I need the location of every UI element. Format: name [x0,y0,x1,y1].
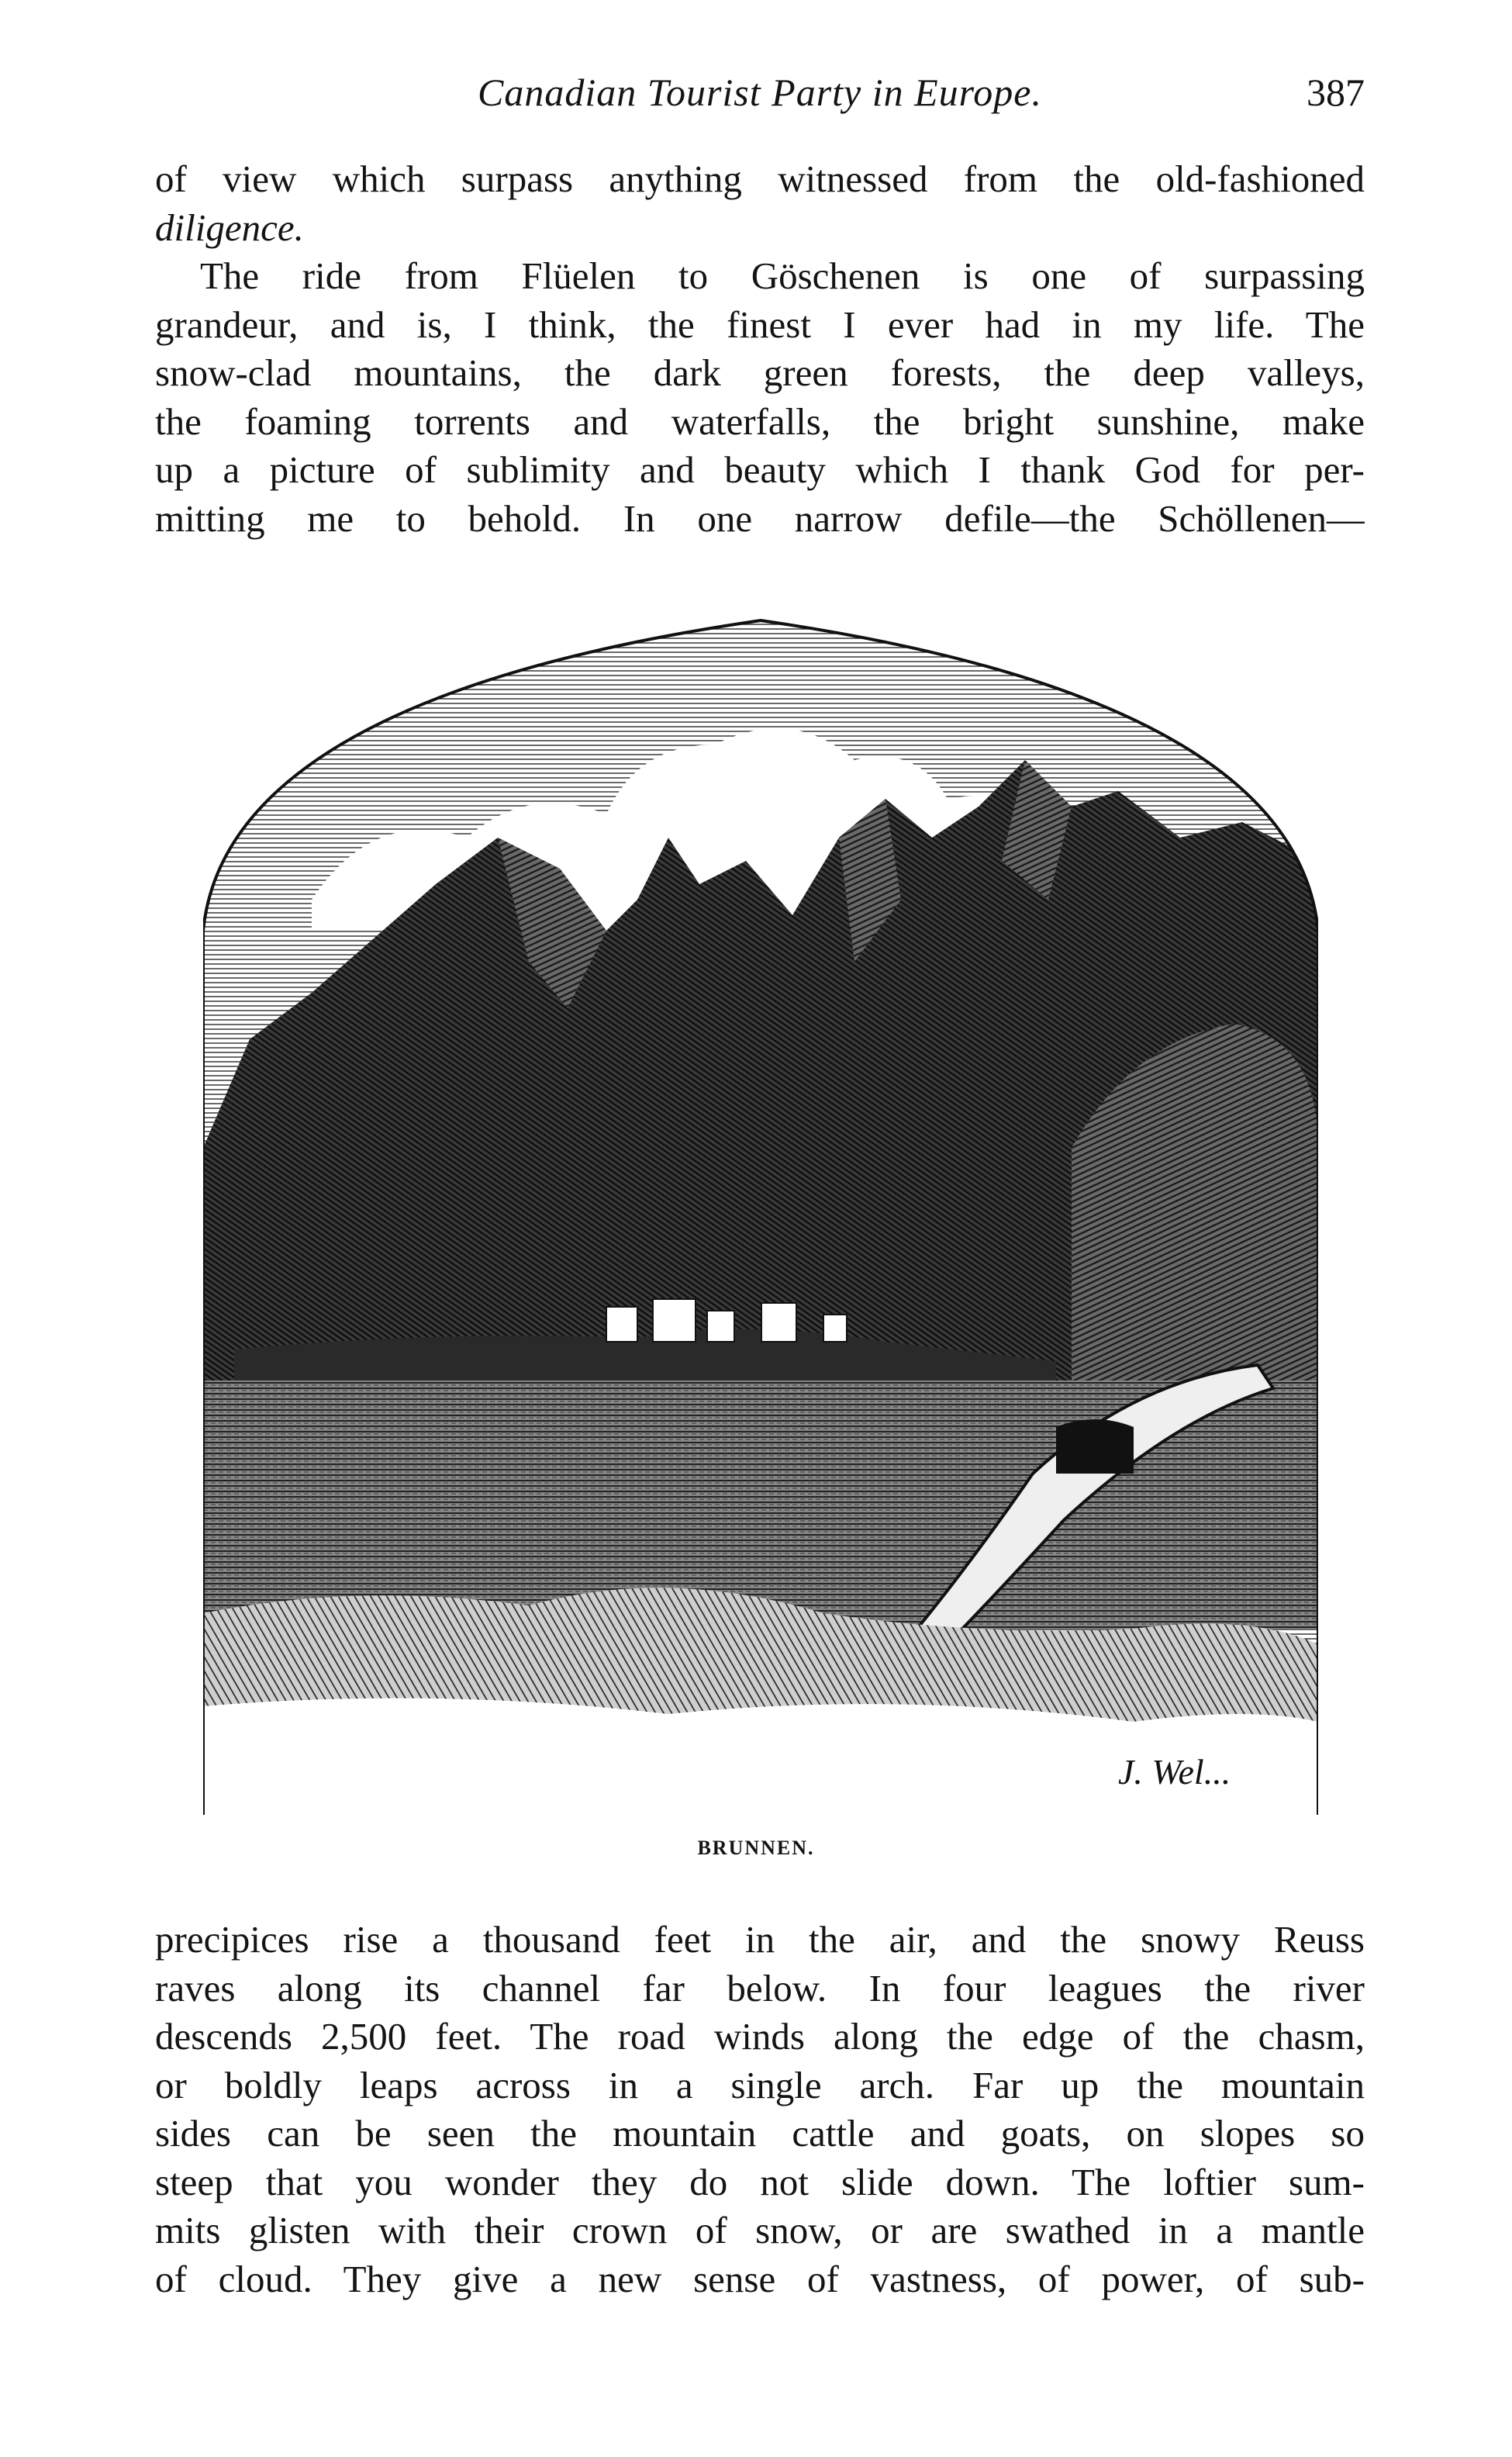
text-line: of cloud. They give a new sense of vastness, of power, of sub- [155,2257,1365,2300]
text-line: of view which surpass anything witnessed from the old-fashioned [155,157,1365,200]
text-line: The ride from Flüelen to Göschenen is one of surpassing [200,254,1365,297]
text-line-italic: diligence. [155,206,304,249]
page-number: 387 [1307,71,1365,114]
text-line: or boldly leaps across in a single arch. Far up the mountain [155,2063,1365,2106]
text-line: raves along its channel far below. In four leagues the river [155,1966,1365,2009]
text-line: steep that you wonder they do not slide down. The loftier sum- [155,2160,1365,2203]
text-line: snow-clad mountains, the dark green forests, the deep valleys, [155,351,1365,394]
running-title: Canadian Tourist Party in Europe. [478,71,1042,114]
text-line: mitting me to behold. In one narrow defile—the Schöllenen— [155,496,1365,540]
brunnen-engraving [203,605,1318,1815]
bottom-text-block [155,1916,1365,2303]
text-line: sides can be seen the mountain cattle and goats, on slopes so [155,2112,1365,2155]
running-head [155,70,1365,124]
road-tunnel [1056,1419,1134,1474]
illustration-caption: BRUNNEN. [697,1837,815,1859]
top-text-block [155,155,1365,543]
text-line: precipices rise a thousand feet in the air, and the snowy Reuss [155,1918,1365,1961]
text-line: descends 2,500 feet. The road winds along the edge of the chasm, [155,2015,1365,2058]
text-line: grandeur, and is, I think, the finest I ever had in my life. The [155,302,1365,346]
artist-signature: J. Wel... [1118,1752,1231,1792]
text-line: mits glisten with their crown of snow, or are swathed in a mantle [155,2209,1365,2251]
text-line: the foaming torrents and waterfalls, the bright sunshine, make [155,399,1365,443]
text-line: up a picture of sublimity and beauty which I thank God for per- [155,448,1365,491]
